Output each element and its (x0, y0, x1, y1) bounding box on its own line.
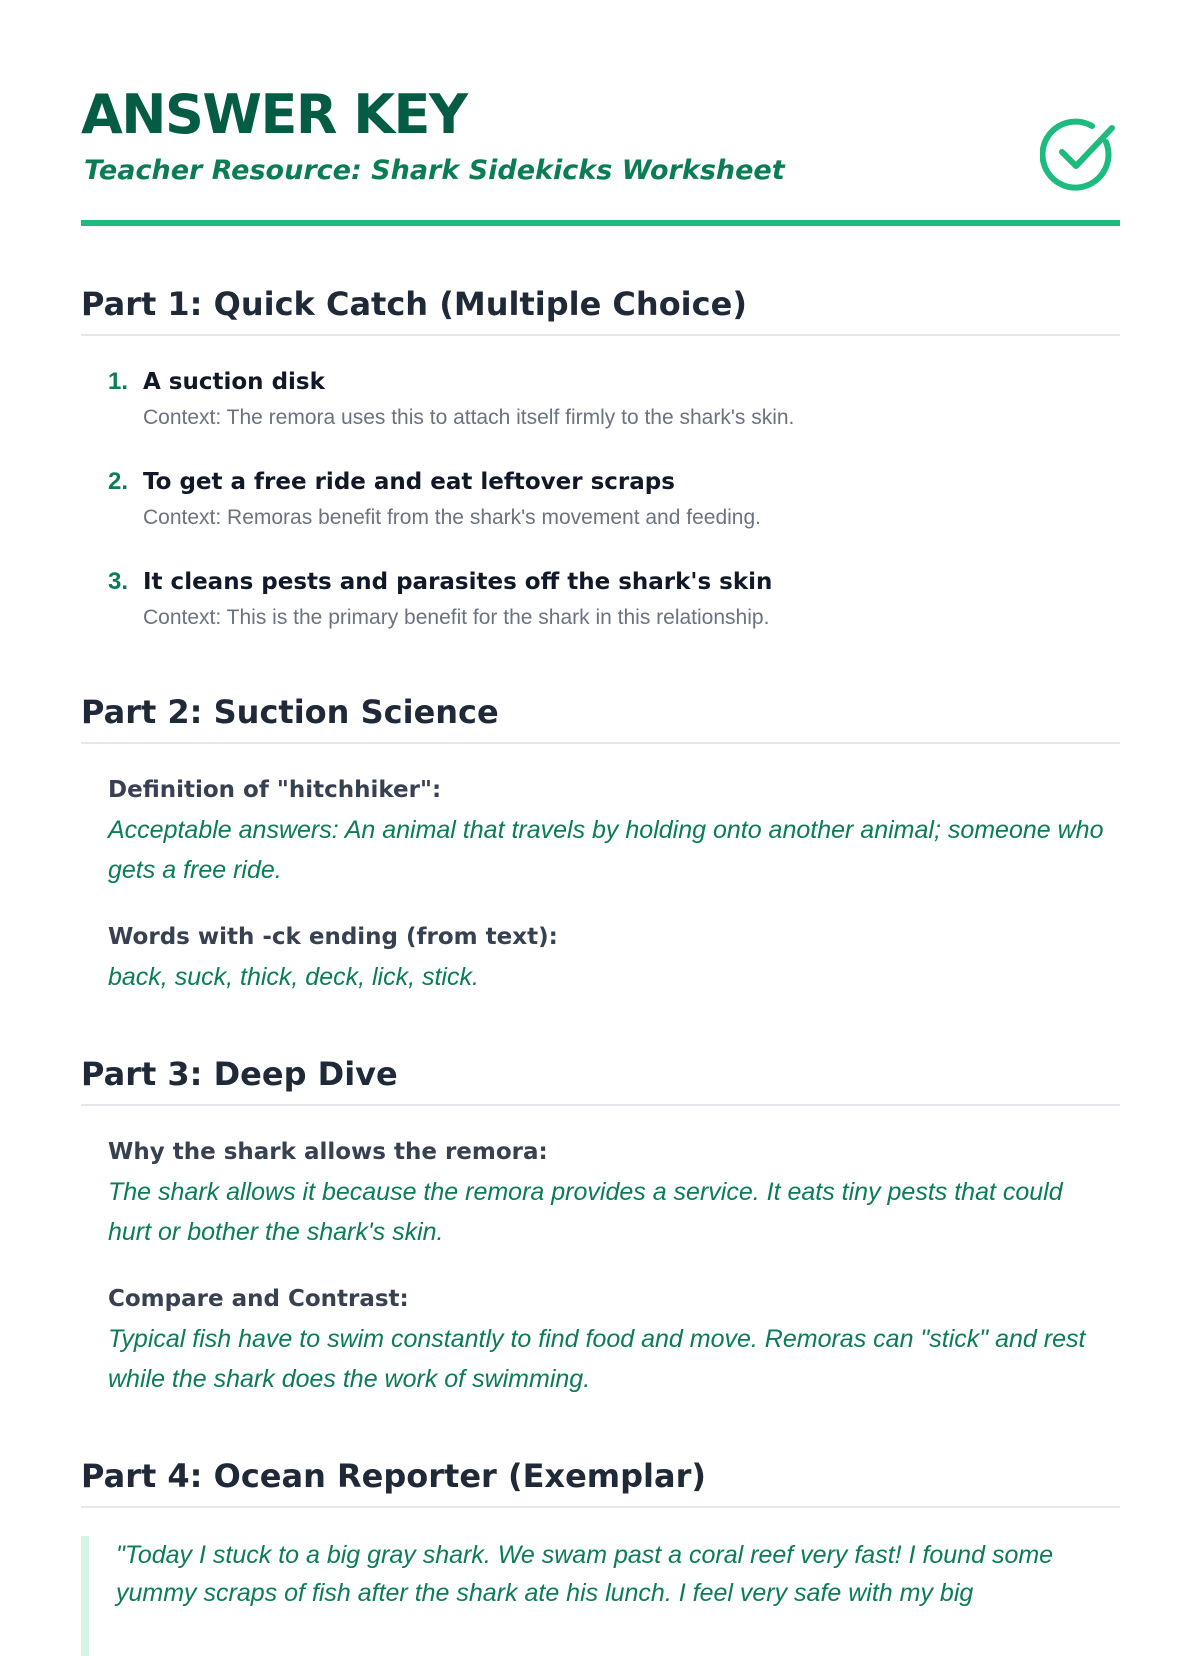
qa-answer: Typical fish have to swim constantly to find food and move. Remoras can "stick" and rest while the shark does the work of swimming. (108, 1325, 1086, 1393)
qa-answer: The shark allows it because the remora provides a service. It eats tiny pests that could hurt or bother the shark's skin. (108, 1178, 1063, 1246)
page-subtitle: Teacher Resource: Shark Sidekicks Worksheet (84, 155, 785, 186)
qa-block (108, 774, 1108, 890)
exemplar-quote (81, 1536, 1120, 1656)
part3-divider (81, 1104, 1120, 1106)
qa-block (108, 1136, 1108, 1252)
mc-answer-number: 2. (108, 468, 129, 495)
part3-title: Part 3: Deep Dive (81, 1055, 398, 1093)
qa-label: Why the shark allows the remora: (108, 1139, 548, 1165)
qa-answer: back, suck, thick, deck, lick, stick. (108, 963, 479, 991)
mc-answer-text: A suction disk (143, 369, 325, 395)
part1-divider (81, 334, 1120, 336)
qa-label: Definition of "hitchhiker": (108, 777, 442, 803)
qa-label: Compare and Contrast: (108, 1286, 409, 1312)
part2-title: Part 2: Suction Science (81, 693, 499, 731)
mc-answer-text: It cleans pests and parasites off the shark's skin (143, 569, 773, 595)
mc-answer-text: To get a free ride and eat leftover scraps (143, 469, 675, 495)
part4-title: Part 4: Ocean Reporter (Exemplar) (81, 1457, 706, 1495)
qa-block (108, 1283, 1108, 1399)
header-divider (81, 220, 1120, 226)
part1-title: Part 1: Quick Catch (Multiple Choice) (81, 285, 747, 323)
mc-answer-context: Context: Remoras benefit from the shark's movement and feeding. (143, 506, 761, 529)
mc-answer-number: 3. (108, 568, 129, 595)
qa-block (108, 921, 1108, 997)
answer-key-page (81, 0, 1120, 1607)
qa-answer: Acceptable answers: An animal that travels by holding onto another animal; someone who gets a free ride. (108, 816, 1104, 884)
mc-answer-context: Context: This is the primary benefit for the shark in this relationship. (143, 606, 770, 629)
part2-divider (81, 742, 1120, 744)
mc-answer-context: Context: The remora uses this to attach itself firmly to the shark's skin. (143, 406, 795, 429)
exemplar-quote-text: "Today I stuck to a big gray shark. We swam past a coral reef very fast! I found some yummy scraps of fish after the shark ate his lunch. I feel very safe with my big (116, 1541, 1054, 1607)
page-title: ANSWER KEY (81, 83, 467, 146)
header (81, 0, 1120, 227)
mc-answer-number: 1. (108, 368, 129, 395)
qa-label: Words with -ck ending (from text): (108, 924, 558, 950)
part4-divider (81, 1506, 1120, 1508)
check-circle-icon (1040, 116, 1118, 192)
